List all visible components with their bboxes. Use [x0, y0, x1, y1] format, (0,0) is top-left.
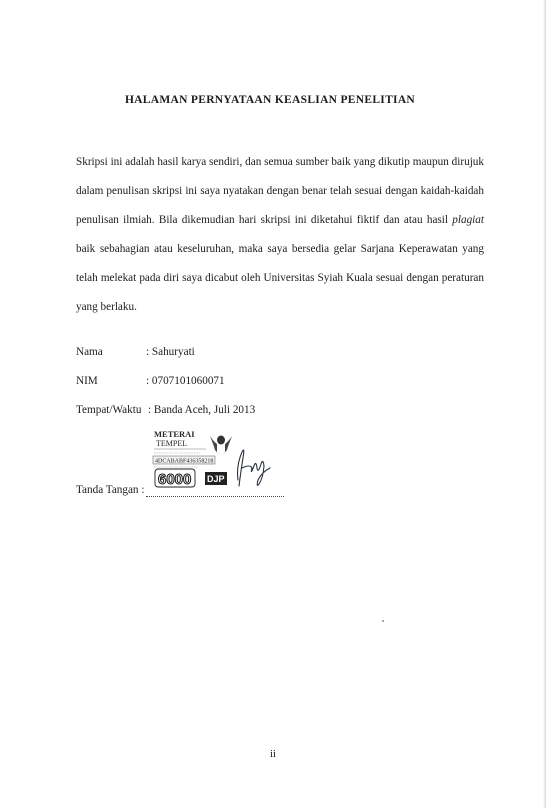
statement-paragraph: [76, 148, 484, 322]
stamp-amount: 6000: [158, 471, 192, 488]
garuda-emblem-icon: [210, 436, 232, 455]
paragraph-text-end: baik sebahagian atau keseluruhan, maka saya bersedia gelar Sarjana Keperawatan yang telah melekat pada diri saya dicabut oleh Universitas Syiah Kuala sesuai dengan peraturan yang berlaku.: [76, 243, 484, 313]
meterai-stamp: [150, 428, 272, 494]
stamp-issuer: DJP: [207, 474, 225, 484]
place-date-label: Tempat/Waktu: [76, 404, 142, 416]
page-number: ii: [269, 748, 277, 760]
nim-label: NIM: [76, 375, 98, 387]
nim-value: : 0707101060071: [146, 375, 225, 387]
place-date-value: : Banda Aceh, Juli 2013: [148, 404, 256, 416]
page-title: HALAMAN PERNYATAAN KEASLIAN PENELITIAN: [124, 94, 416, 106]
name-value: : Sahuryati: [146, 346, 195, 358]
signature-label: Tanda Tangan :: [76, 484, 145, 496]
name-label: Nama: [76, 346, 103, 358]
scan-speck: [382, 620, 384, 622]
paragraph-text-start: Skripsi ini adalah hasil karya sendiri, dan semua sumber baik yang dikutip maupun dirujuk dalam penulisan skripsi ini saya nyatakan dengan benar telah sesuai dengan kaidah-kaidah penulisan ilmiah. Bila dikemudian hari skripsi ini diketahui fiktif dan atau hasil: [76, 156, 484, 226]
stamp-line1: METERAI: [154, 429, 195, 439]
handwritten-signature: [238, 450, 271, 486]
signature-line: [146, 496, 284, 497]
stamp-serial: 4DCABABF436358218: [155, 458, 214, 465]
paragraph-italic-word: plagiat: [452, 214, 484, 226]
stamp-line2: TEMPEL: [156, 439, 188, 448]
